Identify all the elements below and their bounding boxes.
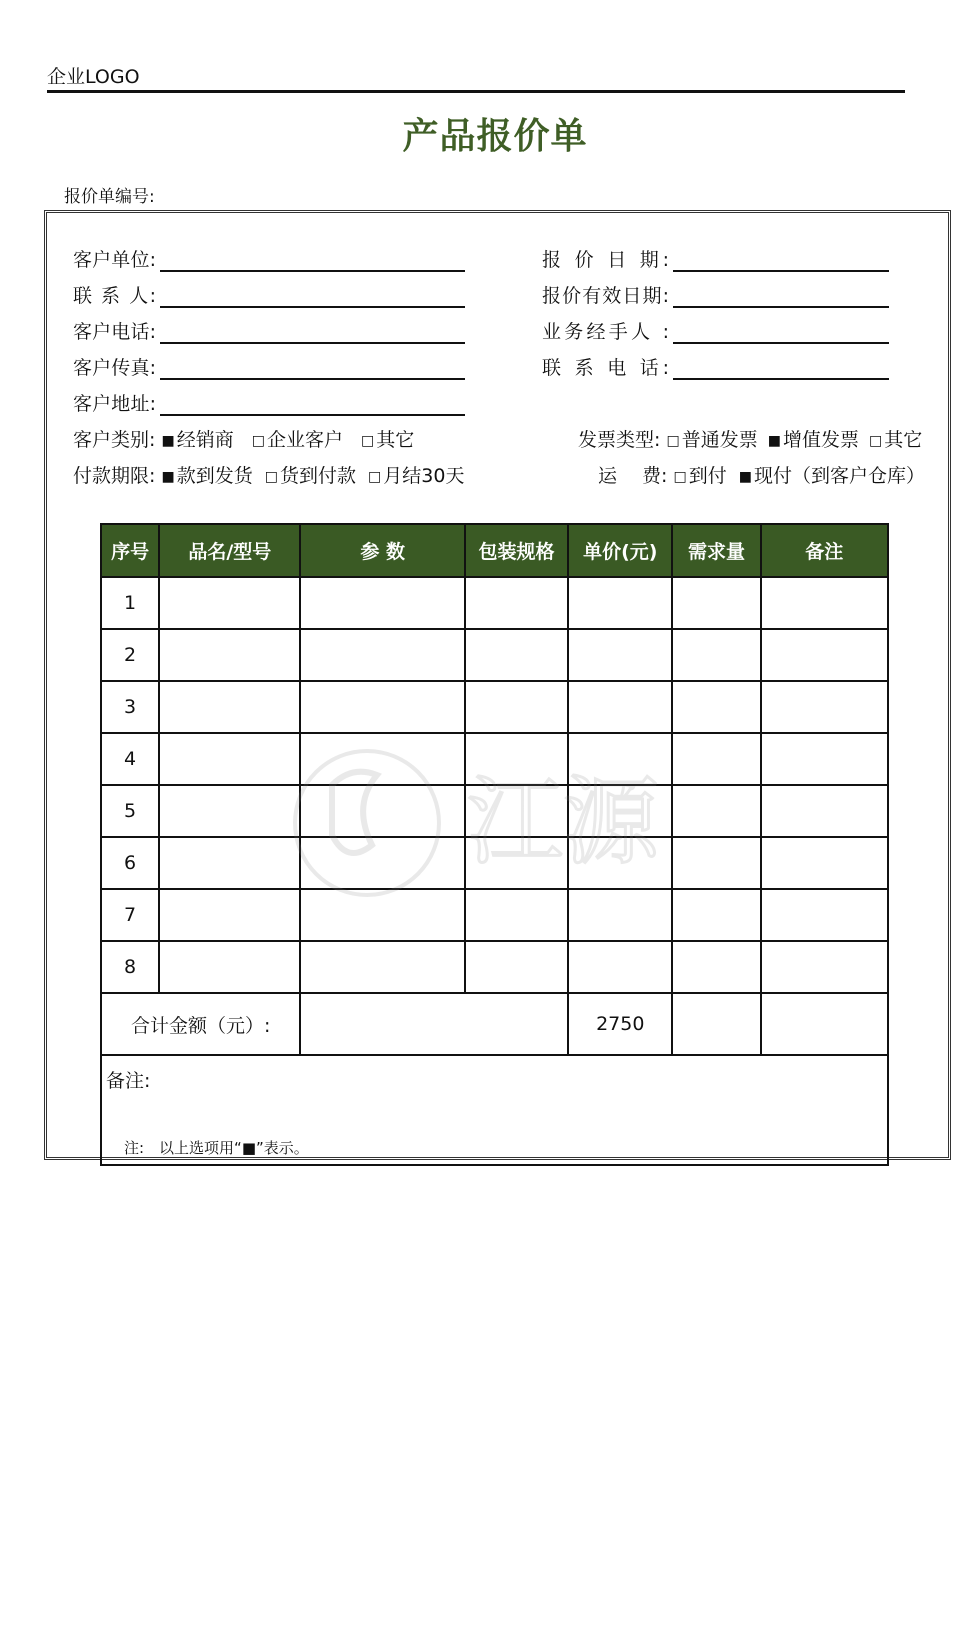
payment-term-group [73, 461, 476, 488]
field-label: 业务经手人 : [542, 321, 669, 343]
field-label: 报价有效日期: [542, 285, 669, 307]
remarks-label: 备注: [106, 1070, 151, 1092]
page-title: 产品报价单 [402, 116, 588, 157]
table-cell[interactable] [761, 889, 888, 941]
field-label: 客户电话: [73, 321, 156, 343]
table-cell[interactable] [761, 785, 888, 837]
table-cell[interactable] [672, 993, 760, 1055]
table-row [101, 941, 888, 993]
row-index: 2 [101, 629, 159, 681]
footer-note: 注: 以上选项用“■”表示。 [124, 1139, 309, 1157]
table-cell[interactable] [672, 681, 760, 733]
table-header-row [101, 524, 888, 577]
row-index: 5 [101, 785, 159, 837]
customer-phone-input[interactable] [160, 342, 465, 344]
table-cell[interactable] [761, 941, 888, 993]
total-amount-value: 2750 [568, 993, 672, 1055]
table-cell[interactable] [465, 837, 568, 889]
column-header-index: 序号 [101, 524, 159, 577]
table-cell[interactable] [761, 837, 888, 889]
freight-group [598, 461, 925, 488]
table-cell[interactable] [761, 629, 888, 681]
row-index: 3 [101, 681, 159, 733]
invoice-type-option[interactable]: □ 普通发票 [666, 429, 758, 451]
table-cell[interactable] [300, 681, 464, 733]
watermark-text: 江源 [467, 766, 659, 878]
total-amount-label: 合计金额（元）: [101, 993, 300, 1055]
table-cell[interactable] [465, 941, 568, 993]
contact-input[interactable] [160, 306, 465, 308]
customer-type-option[interactable]: □ 其它 [361, 429, 415, 451]
table-cell[interactable] [761, 681, 888, 733]
table-cell[interactable] [568, 733, 672, 785]
customer-address-input[interactable] [160, 414, 465, 416]
table-cell[interactable] [672, 629, 760, 681]
table-cell[interactable] [159, 733, 300, 785]
table-cell[interactable] [672, 889, 760, 941]
table-row [101, 629, 888, 681]
table-cell[interactable] [159, 837, 300, 889]
field-label: 客户地址: [73, 393, 156, 415]
table-cell[interactable] [300, 941, 464, 993]
table-cell[interactable] [300, 629, 464, 681]
invoice-type-group [578, 425, 922, 452]
table-cell[interactable] [761, 577, 888, 629]
table-cell[interactable] [300, 889, 464, 941]
freight-option[interactable]: ■ 现付（到客户仓库） [738, 465, 926, 487]
field-label: 客户单位: [73, 249, 156, 271]
table-cell[interactable] [568, 629, 672, 681]
table-cell[interactable] [300, 733, 464, 785]
table-cell[interactable] [568, 941, 672, 993]
field-label: 联 系 人: [73, 285, 156, 307]
field-label: 联 系 电 话: [542, 357, 669, 379]
field-label: 客户传真: [73, 357, 156, 379]
column-header-unit-price: 单价(元) [568, 524, 672, 577]
customer-type-option[interactable]: ■ 经销商 [161, 429, 234, 451]
row-index: 7 [101, 889, 159, 941]
table-cell[interactable] [159, 941, 300, 993]
column-header-packaging: 包装规格 [465, 524, 568, 577]
table-cell[interactable] [672, 733, 760, 785]
table-cell[interactable] [465, 577, 568, 629]
product-table [100, 523, 889, 1166]
table-cell[interactable] [568, 889, 672, 941]
column-header-remarks: 备注 [761, 524, 888, 577]
header-divider [47, 90, 905, 93]
table-cell[interactable] [672, 577, 760, 629]
row-index: 8 [101, 941, 159, 993]
table-cell[interactable] [159, 889, 300, 941]
table-cell[interactable] [159, 785, 300, 837]
customer-unit-input[interactable] [160, 270, 465, 272]
column-header-params: 参 数 [300, 524, 464, 577]
quote-number-label: 报价单编号: [64, 187, 155, 207]
table-row [101, 681, 888, 733]
payment-term-option[interactable]: ■ 款到发货 [161, 465, 253, 487]
table-cell[interactable] [672, 941, 760, 993]
table-cell[interactable] [300, 837, 464, 889]
total-blank-cell[interactable] [300, 993, 568, 1055]
quote-date-input[interactable] [673, 270, 889, 272]
table-cell[interactable] [465, 629, 568, 681]
table-cell[interactable] [465, 785, 568, 837]
table-cell[interactable] [761, 733, 888, 785]
total-row [101, 993, 888, 1055]
invoice-type-option[interactable]: □ 其它 [869, 429, 923, 451]
contact-phone-input[interactable] [673, 378, 889, 380]
company-logo: 企业LOGO [47, 66, 140, 88]
payment-term-label: 付款期限: [73, 465, 156, 487]
column-header-product: 品名/型号 [159, 524, 300, 577]
table-cell[interactable] [761, 993, 888, 1055]
invoice-type-label: 发票类型: [578, 429, 661, 451]
table-cell[interactable] [672, 837, 760, 889]
table-cell[interactable] [672, 785, 760, 837]
field-label: 报 价 日 期: [542, 249, 669, 271]
sales-agent-input[interactable] [673, 342, 889, 344]
customer-fax-input[interactable] [160, 378, 465, 380]
table-row [101, 837, 888, 889]
table-cell[interactable] [159, 681, 300, 733]
column-header-quantity: 需求量 [672, 524, 760, 577]
table-cell[interactable] [568, 681, 672, 733]
freight-label: 运 费: [598, 465, 668, 487]
row-index: 1 [101, 577, 159, 629]
table-cell[interactable] [465, 733, 568, 785]
table-cell[interactable] [568, 577, 672, 629]
valid-date-input[interactable] [673, 306, 889, 308]
table-cell[interactable] [568, 837, 672, 889]
payment-term-option[interactable]: □ 月结30天 [368, 465, 465, 487]
customer-type-option[interactable]: □ 企业客户 [251, 429, 343, 451]
freight-option[interactable]: □ 到付 [673, 465, 727, 487]
table-cell[interactable] [159, 577, 300, 629]
table-cell[interactable] [465, 889, 568, 941]
table-cell[interactable] [300, 577, 464, 629]
table-row [101, 577, 888, 629]
table-cell[interactable] [159, 629, 300, 681]
row-index: 6 [101, 837, 159, 889]
table-row [101, 889, 888, 941]
table-cell[interactable] [465, 681, 568, 733]
table-row [101, 733, 888, 785]
invoice-type-option[interactable]: ■ 增值发票 [767, 429, 859, 451]
table-cell[interactable] [568, 785, 672, 837]
customer-type-group [73, 425, 426, 452]
table-cell[interactable] [300, 785, 464, 837]
payment-term-option[interactable]: □ 货到付款 [264, 465, 356, 487]
table-row [101, 785, 888, 837]
row-index: 4 [101, 733, 159, 785]
customer-type-label: 客户类别: [73, 429, 156, 451]
